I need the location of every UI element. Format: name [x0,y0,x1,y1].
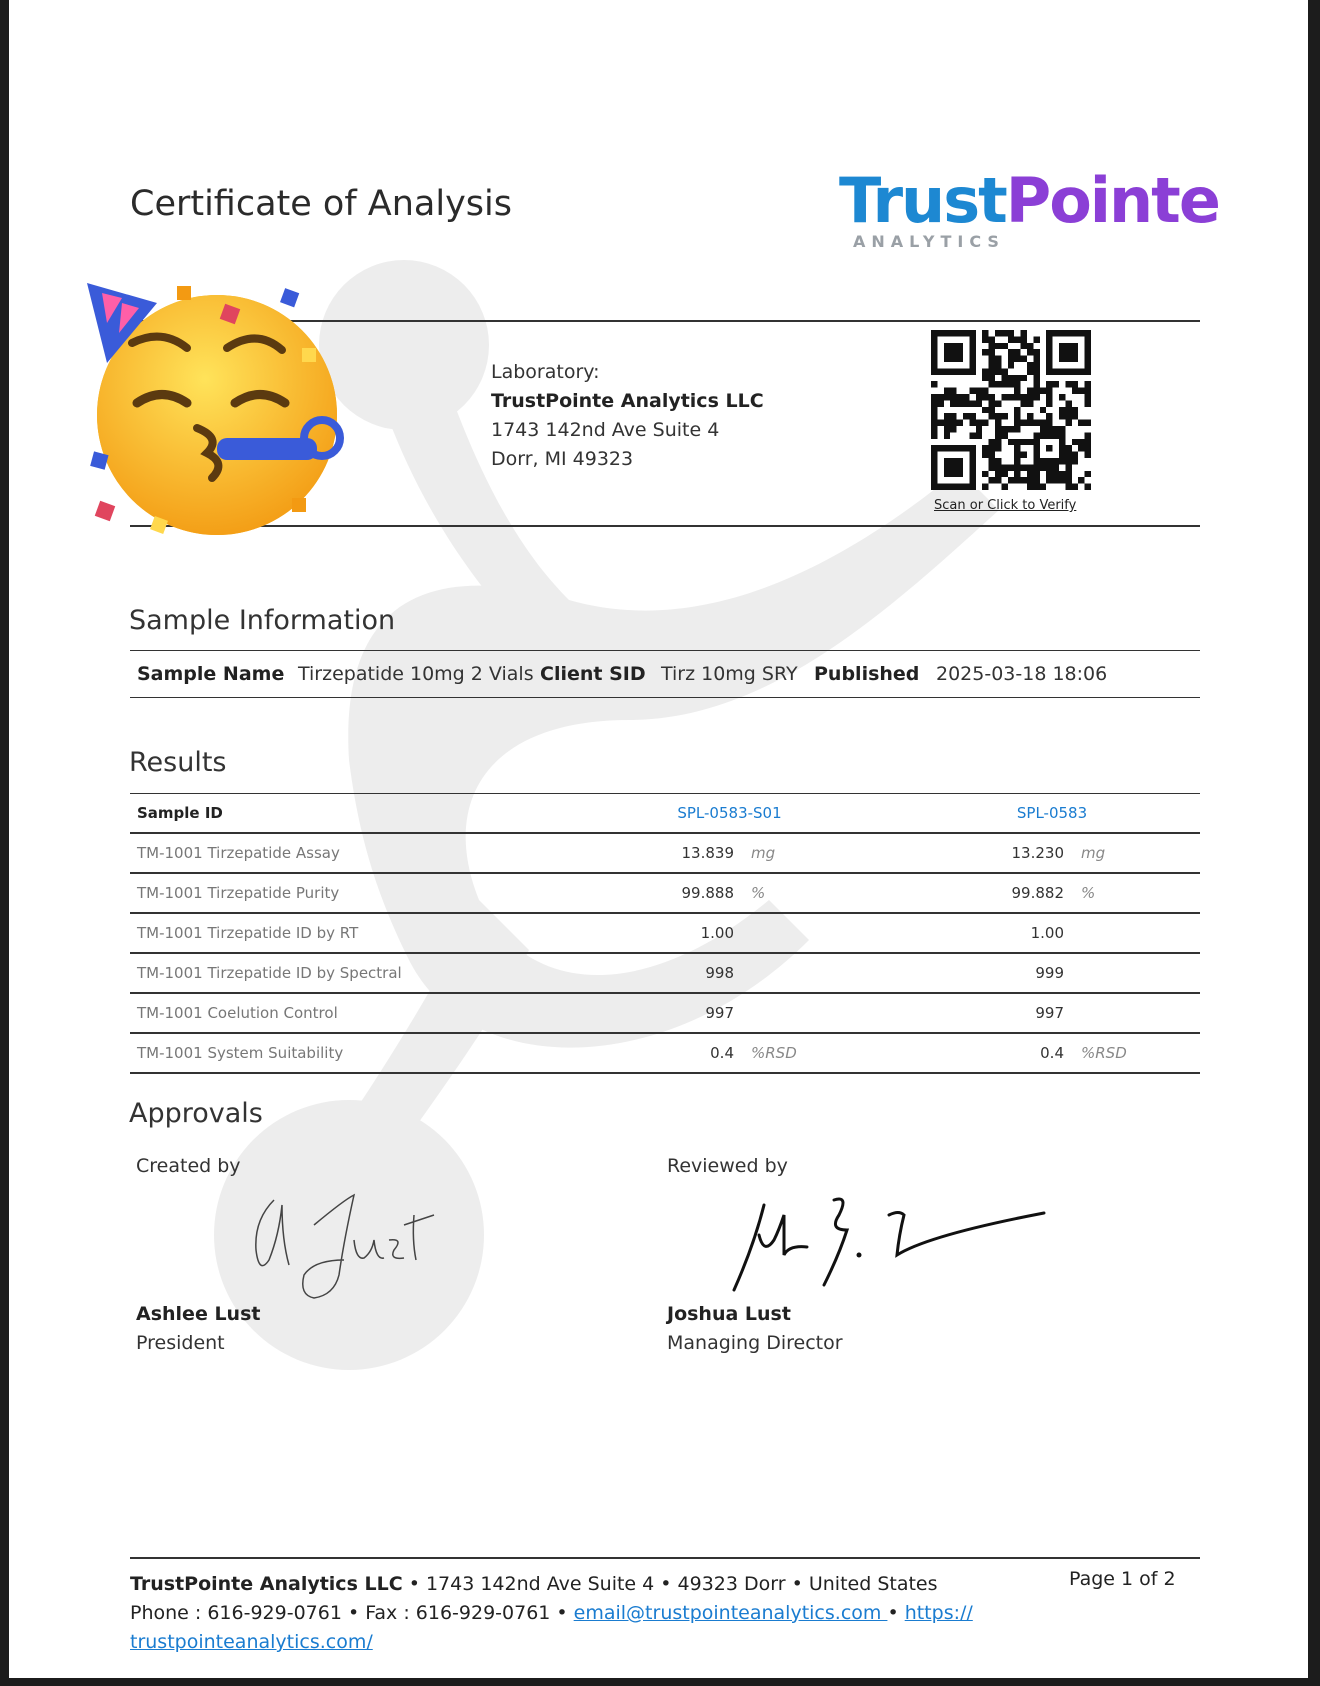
test-name: TM-1001 Coelution Control [130,993,555,1033]
test-name: TM-1001 Tirzepatide Assay [130,833,555,873]
test-name: TM-1001 Tirzepatide Purity [130,873,555,913]
trustpointe-logo[interactable] [839,164,1219,254]
result-unit-s01: % [743,873,913,913]
logo-text-pointe: Pointe [1005,164,1219,237]
footer-phone-fax: Phone : 616-929-0761 • Fax : 616-929-0761 • [130,1602,574,1624]
results-row [130,953,1200,993]
footer-separator: • [887,1602,905,1624]
reviewer-signature [729,1185,1049,1295]
footer-website-link-part2[interactable]: trustpointeanalytics.com/ [130,1631,373,1653]
result-unit-s01: %RSD [743,1033,913,1073]
approvals-heading: Approvals [129,1098,263,1129]
result-value-s01: 1.00 [555,913,743,953]
verify-link[interactable]: Scan or Click to Verify [934,498,1077,513]
result-value-s01: 998 [555,953,743,993]
sample-information-heading: Sample Information [129,605,396,636]
sample-id-label: Sample ID [130,794,555,834]
published-value: 2025-03-18 18:06 [936,663,1108,685]
result-unit [1073,993,1200,1033]
result-unit: % [1073,873,1200,913]
test-name: TM-1001 Tirzepatide ID by Spectral [130,953,555,993]
result-unit-s01 [743,993,913,1033]
results-header-row [130,794,1200,834]
result-value: 13.230 [913,833,1073,873]
result-unit: %RSD [1073,1033,1200,1073]
document-title: Certificate of Analysis [130,184,512,224]
footer-email-link[interactable]: email@trustpointeanalytics.com [573,1602,888,1624]
result-value: 1.00 [913,913,1073,953]
result-value: 99.882 [913,873,1073,913]
certificate-page [9,0,1308,1678]
results-row [130,833,1200,873]
result-unit: mg [1073,833,1200,873]
result-unit-s01: mg [743,833,913,873]
reviewer-role: Managing Director [667,1332,843,1354]
result-unit-s01 [743,953,913,993]
sample-name-value: Tirzepatide 10mg 2 Vials [298,663,534,685]
reviewer-name: Joshua Lust [667,1303,791,1325]
result-value: 0.4 [913,1033,1073,1073]
result-value: 997 [913,993,1073,1033]
results-row [130,993,1200,1033]
laboratory-label: Laboratory: [491,361,600,383]
laboratory-name: TrustPointe Analytics LLC [491,390,764,412]
result-unit [1073,913,1200,953]
result-unit-s01 [743,913,913,953]
results-table [130,793,1200,1074]
footer [130,1570,1030,1657]
party-face-emoji-icon [77,278,357,538]
results-row [130,1033,1200,1073]
client-sid-label: Client SID [540,663,646,685]
laboratory-address-line1: 1743 142nd Ave Suite 4 [491,419,720,441]
sample-id-link[interactable]: SPL-0583 [1016,804,1088,822]
results-heading: Results [129,747,227,778]
result-value-s01: 0.4 [555,1033,743,1073]
creator-name: Ashlee Lust [136,1303,261,1325]
page-number: Page 1 of 2 [1069,1568,1176,1590]
results-row [130,873,1200,913]
test-name: TM-1001 System Suitability [130,1033,555,1073]
footer-website-link-part1[interactable]: https:// [904,1602,973,1624]
published-label: Published [814,663,920,685]
footer-address: • 1743 142nd Ave Suite 4 • 49323 Dorr • United States [402,1573,938,1595]
result-value-s01: 99.888 [555,873,743,913]
result-value-s01: 997 [555,993,743,1033]
results-row [130,913,1200,953]
reviewed-by-label: Reviewed by [667,1155,788,1177]
footer-company: TrustPointe Analytics LLC [130,1573,403,1595]
result-unit [1073,953,1200,993]
verification-qr-code[interactable] [931,330,1091,490]
created-by-label: Created by [136,1155,241,1177]
sample-information-row [130,650,1200,698]
sample-id-link-s01[interactable]: SPL-0583-S01 [677,804,782,822]
logo-subtitle: ANALYTICS [853,232,1005,251]
sample-name-label: Sample Name [137,663,285,685]
test-name: TM-1001 Tirzepatide ID by RT [130,913,555,953]
creator-role: President [136,1332,225,1354]
logo-text-trust: Trust [839,164,1006,237]
laboratory-address-line2: Dorr, MI 49323 [491,448,634,470]
client-sid-value: Tirz 10mg SRY [661,663,798,685]
result-value-s01: 13.839 [555,833,743,873]
footer-divider [130,1557,1200,1559]
laboratory-block [491,358,764,474]
result-value: 999 [913,953,1073,993]
creator-signature [244,1180,444,1305]
